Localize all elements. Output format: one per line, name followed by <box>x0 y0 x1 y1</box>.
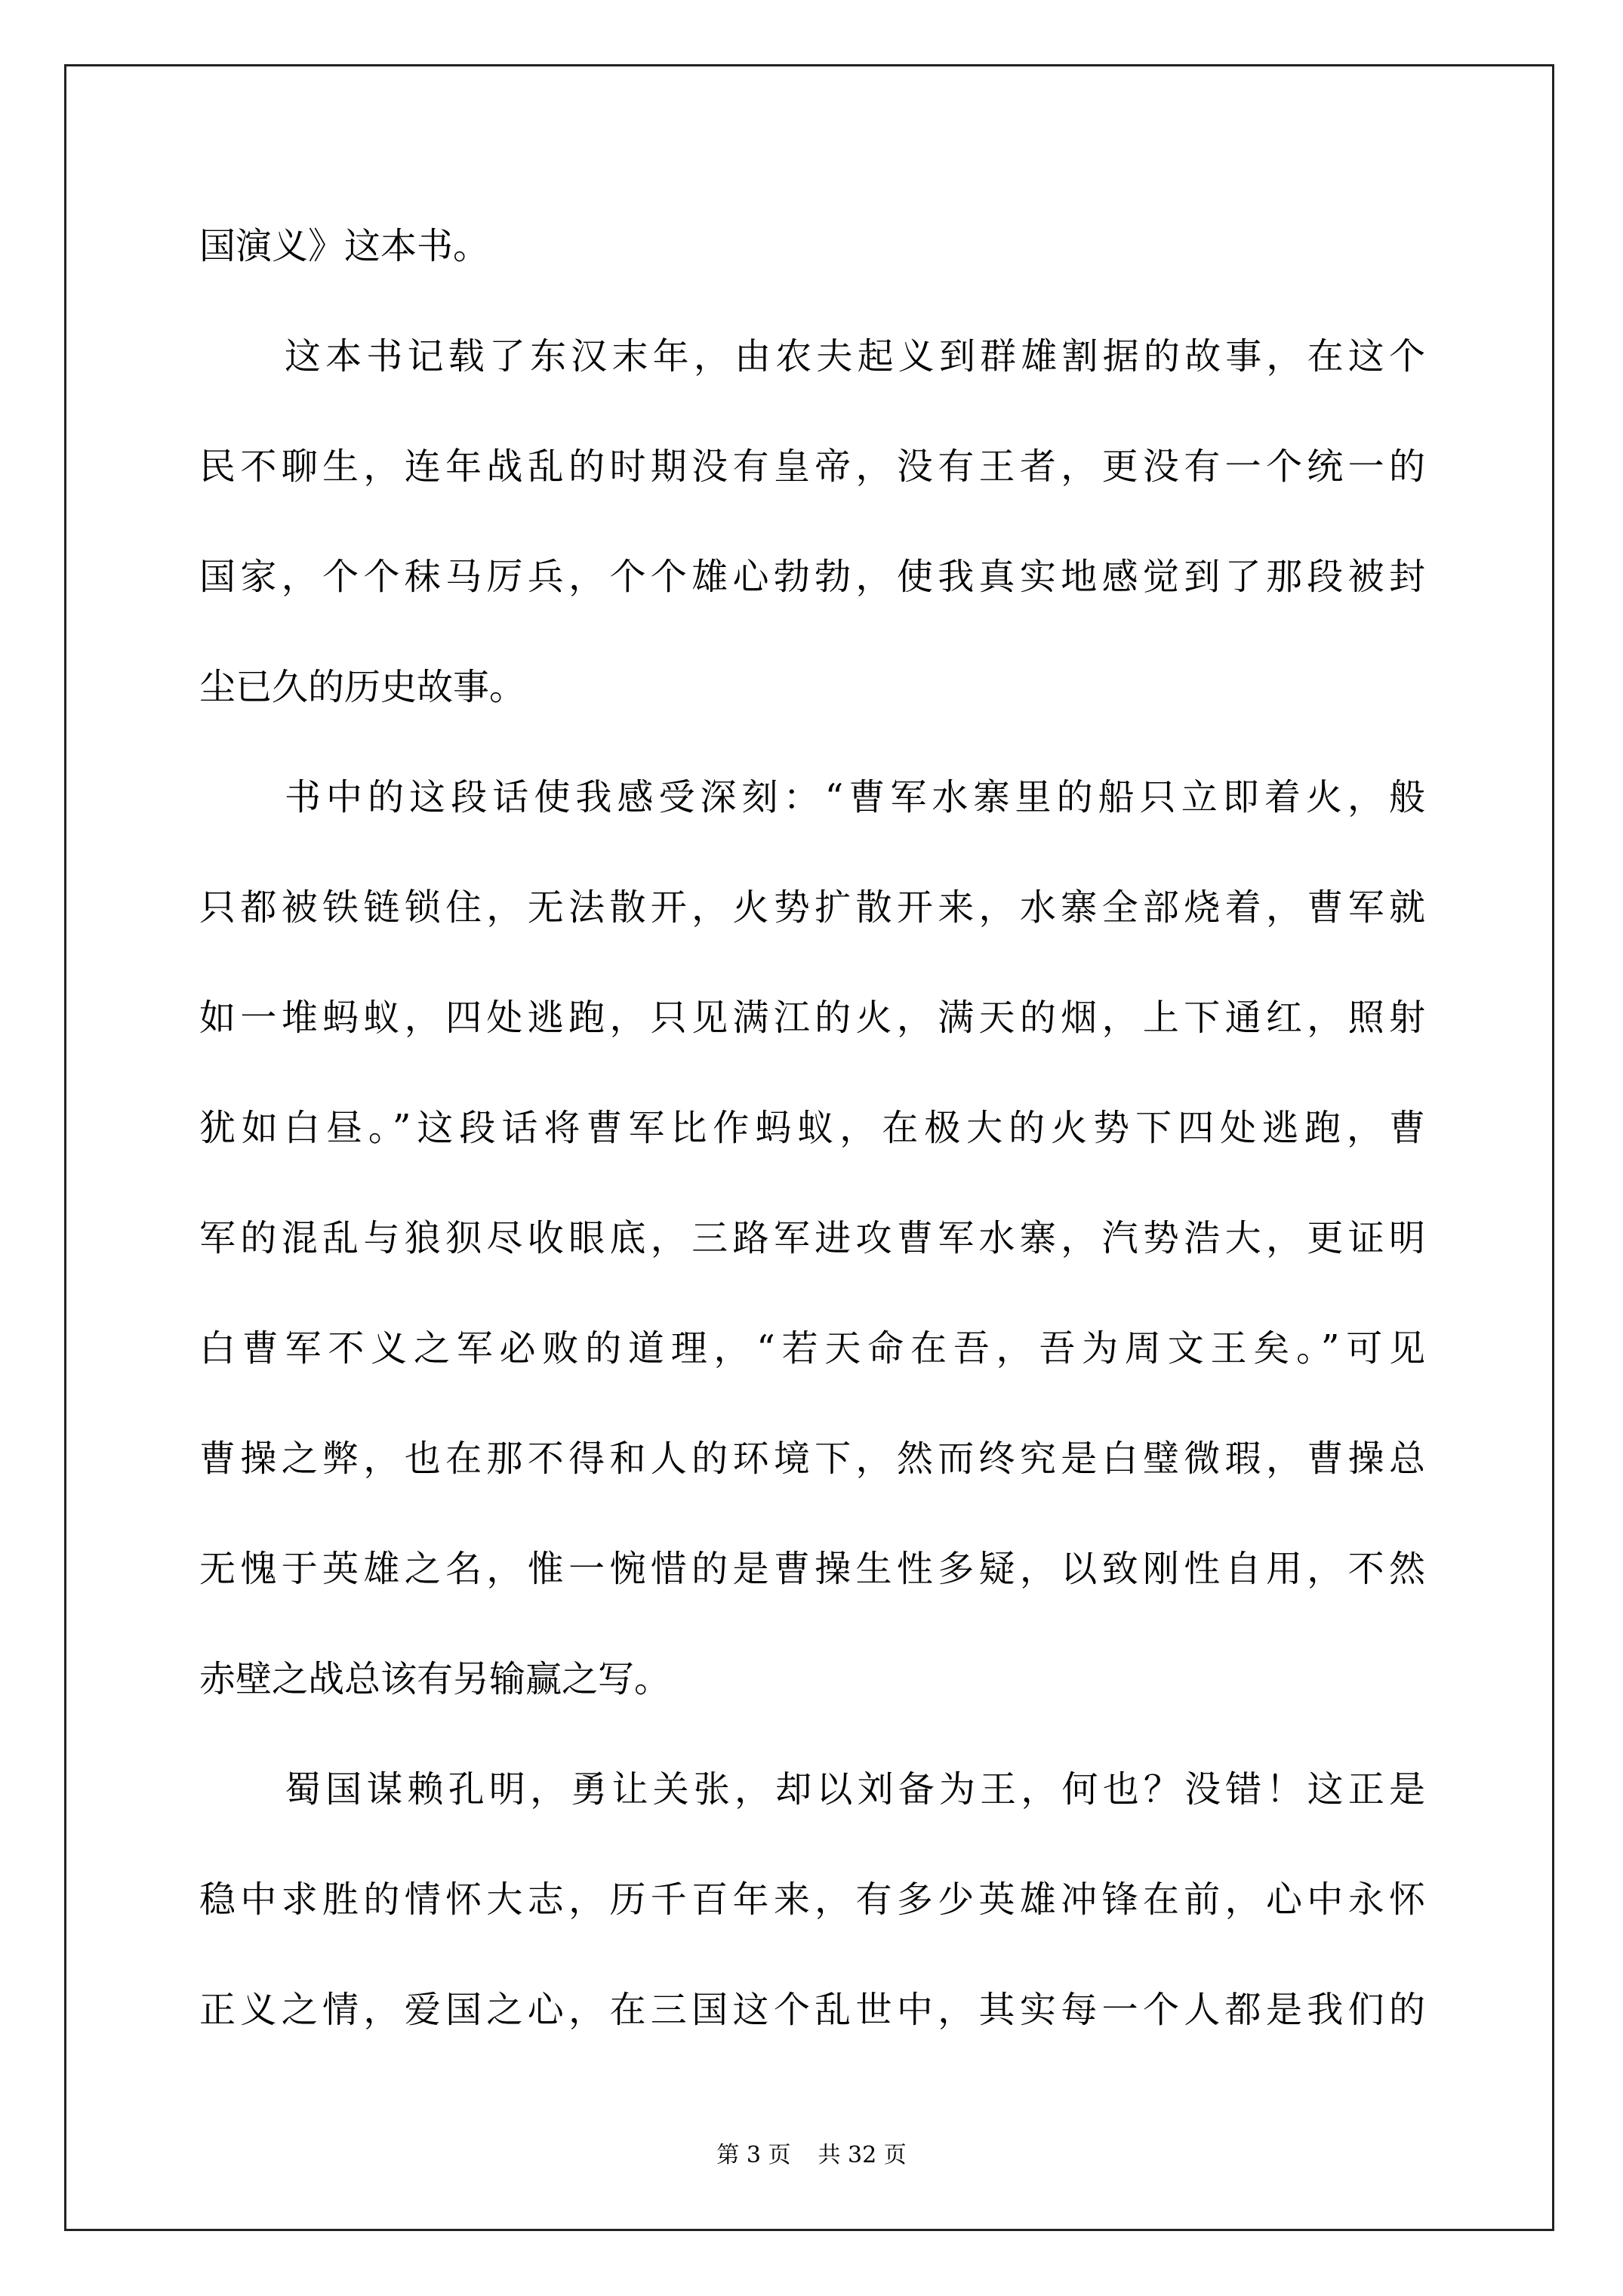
page-number: 第 3 页 <box>716 2142 791 2168</box>
text-line: 书中的这段话使我感受深刻：“曹军水寨里的船只立即着火，般 <box>285 776 1425 818</box>
text-line: 蜀国谋赖孔明，勇让关张，却以刘备为王，何也？没错！这正是 <box>285 1768 1425 1811</box>
text-line: 这本书记载了东汉末年，由农夫起义到群雄割据的故事，在这个 <box>285 335 1425 378</box>
text-line: 国演义》这本书。 <box>199 225 490 267</box>
text-line: 国家，个个秣马厉兵，个个雄心勃勃，使我真实地感觉到了那段被封 <box>199 556 1425 598</box>
text-line: 正义之情，爱国之心，在三国这个乱世中，其实每一个人都是我们的 <box>199 1989 1425 2031</box>
text-line: 稳中求胜的情怀大志，历千百年来，有多少英雄冲锋在前，心中永怀 <box>199 1878 1425 1921</box>
text-line: 白曹军不义之军必败的道理，“若天命在吾，吾为周文王矣。”可见 <box>199 1327 1425 1370</box>
text-line: 民不聊生，连年战乱的时期没有皇帝，没有王者，更没有一个统一的 <box>199 445 1425 488</box>
page-total: 共 32 页 <box>818 2142 907 2168</box>
text-line: 无愧于英雄之名，惟一惋惜的是曹操生性多疑，以致刚性自用，不然 <box>199 1548 1425 1590</box>
text-line: 尘已久的历史故事。 <box>199 666 526 708</box>
text-line: 军的混乱与狼狈尽收眼底，三路军进攻曹军水寨，汽势浩大，更证明 <box>199 1217 1425 1259</box>
text-line: 赤壁之战总该有另输赢之写。 <box>199 1658 671 1700</box>
text-line: 如一堆蚂蚁，四处逃跑，只见满江的火，满天的烟，上下通红，照射 <box>199 997 1425 1039</box>
text-line: 只都被铁链锁住，无法散开，火势扩散开来，水寨全部烧着，曹军就 <box>199 886 1425 929</box>
page-footer <box>0 2140 1623 2171</box>
text-line: 曹操之弊，也在那不得和人的环境下，然而终究是白璧微瑕，曹操总 <box>199 1438 1425 1480</box>
text-line: 犹如白昼。”这段话将曹军比作蚂蚁，在极大的火势下四处逃跑，曹 <box>199 1107 1425 1149</box>
